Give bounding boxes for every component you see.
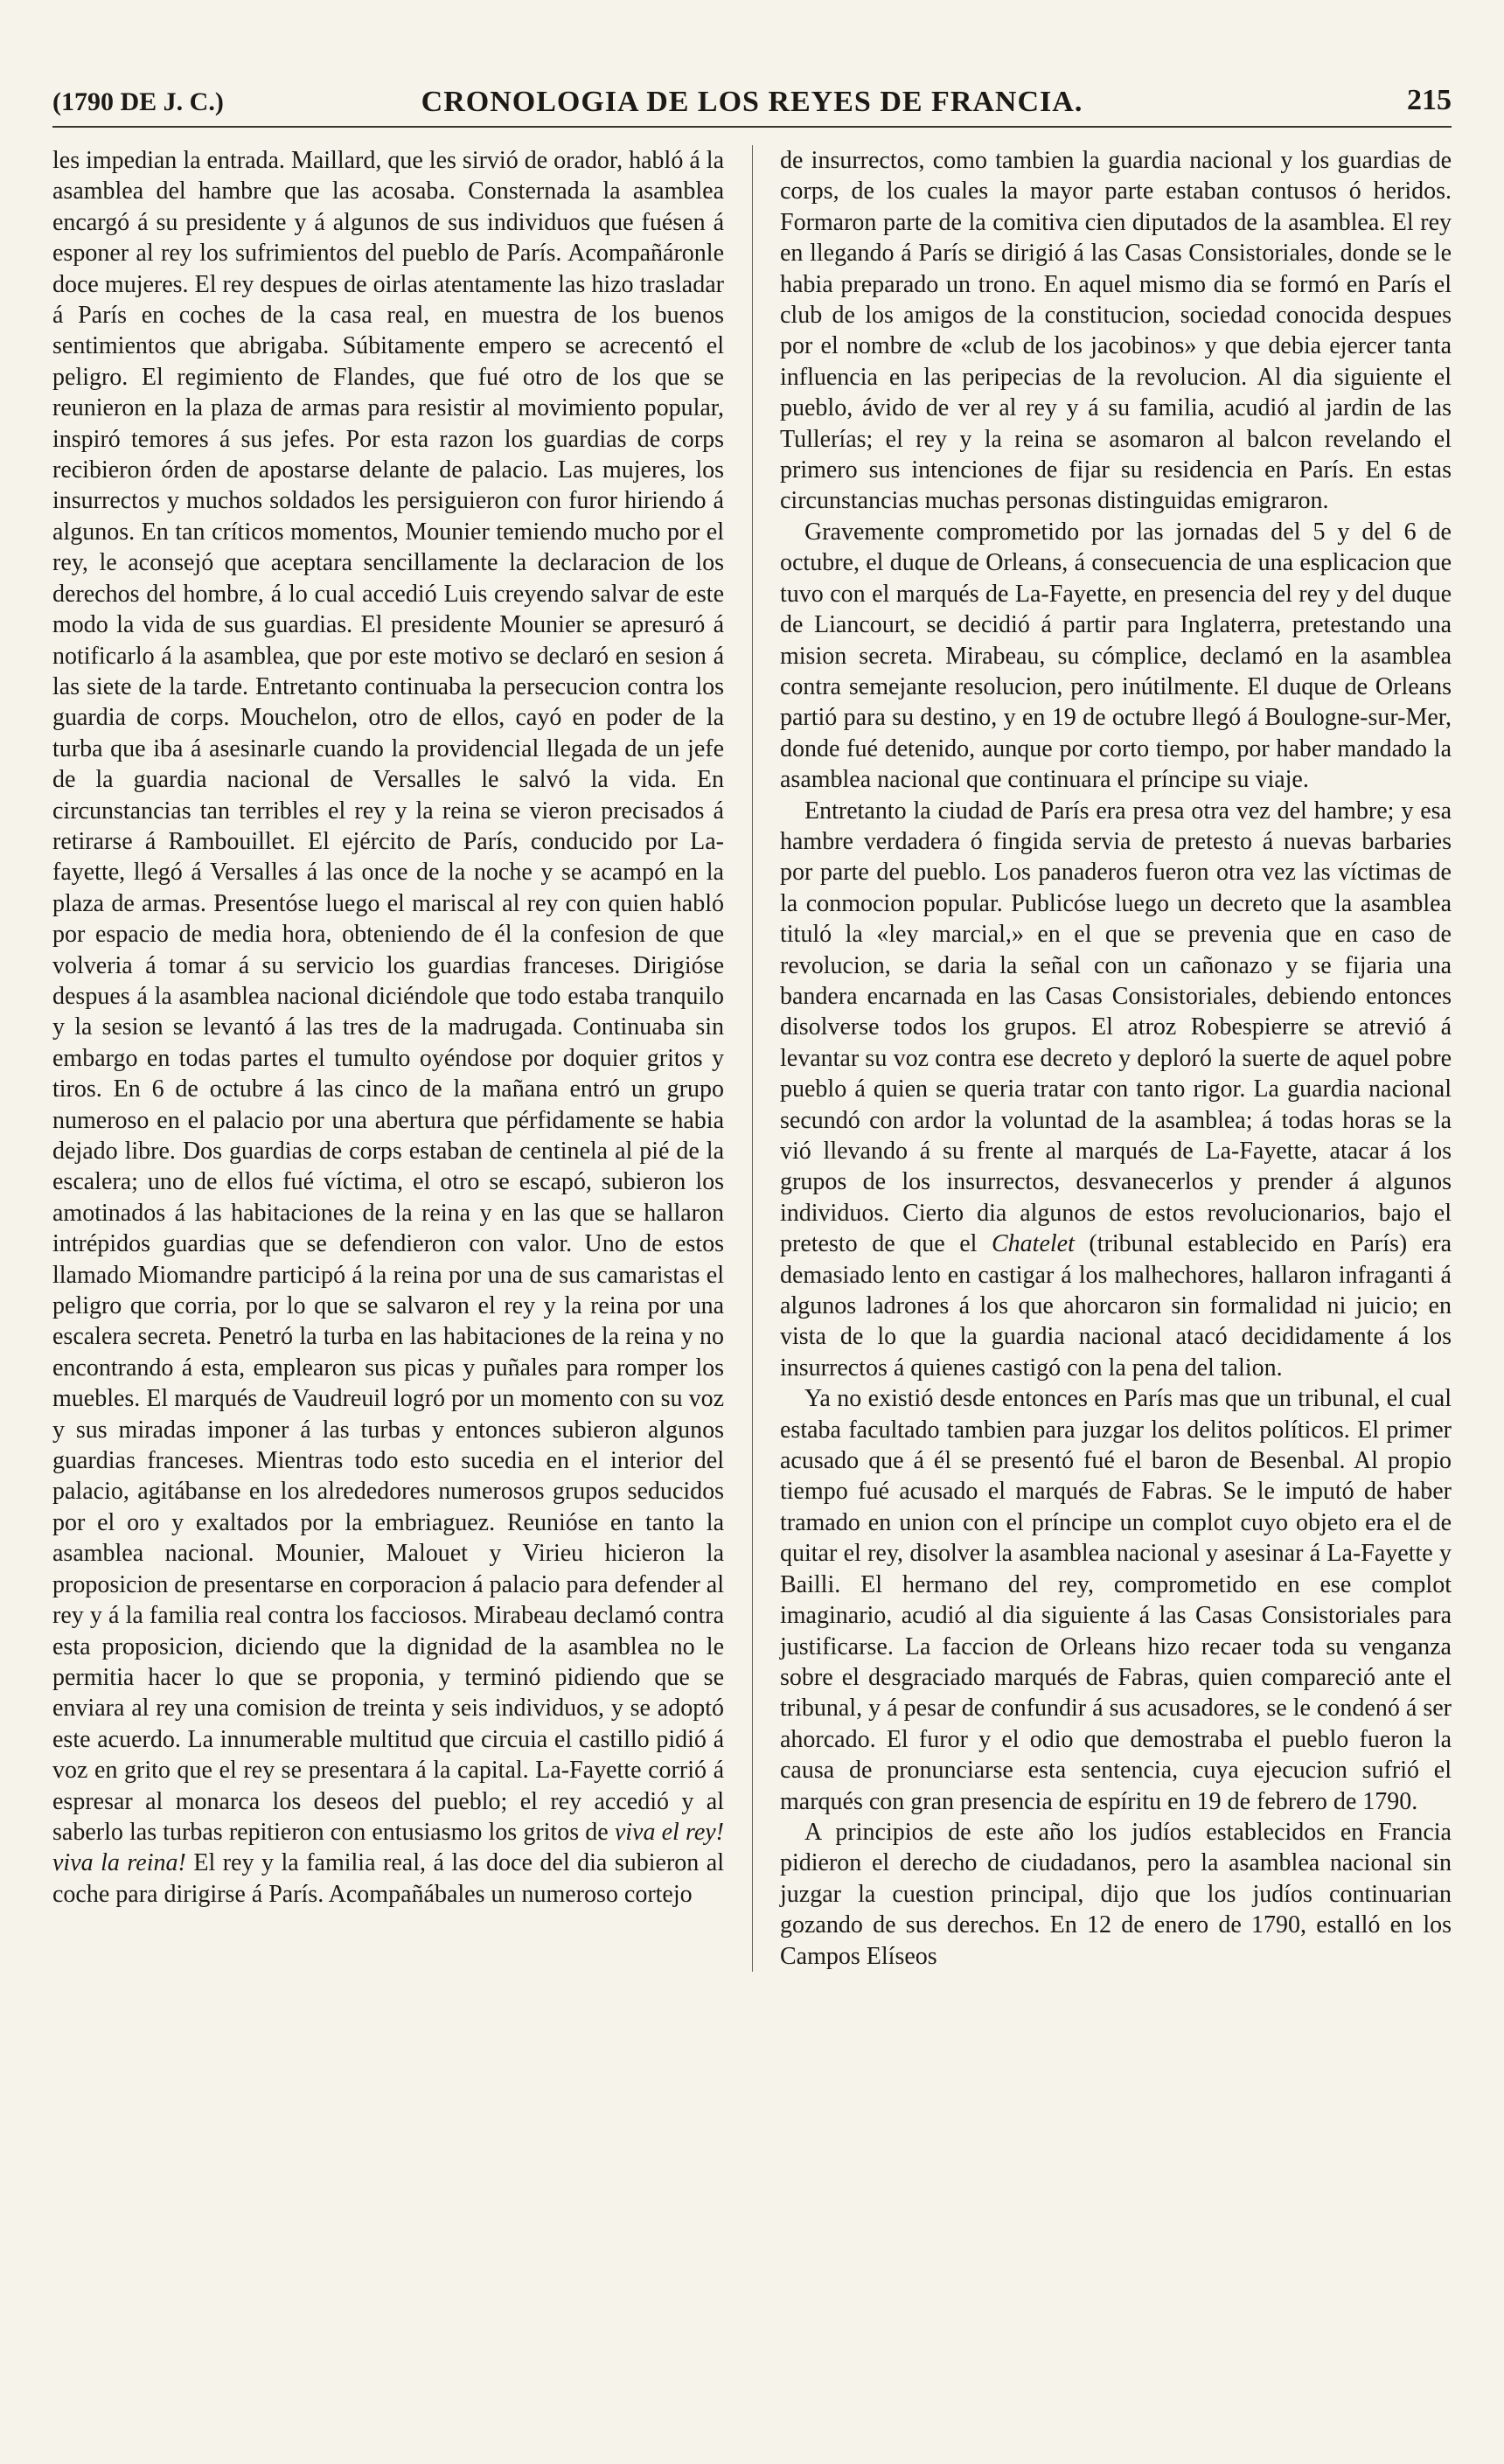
header-title: CRONOLOGIA DE LOS REYES DE FRANCIA. bbox=[421, 86, 1083, 118]
right-paragraph-2: Gravemente comprometido por las jornadas del 5 y del 6 de octubre, el duque de Orleans, á consecuencia de una esplicacion que tuvo con el marqués de La-Fayette, en presencia del rey y del duque de Liancourt, se decidió á partir para Inglaterra, pretestando una mision secreta. Mirabeau, su cómplice, declamó en la asamblea contra semejante resolucion, pero inútilmente. El duque de Orleans partió para su destino, y en 19 de octubre llegó á Boulogne-sur-Mer, donde fué detenido, aunque por corto tiempo, por haber mandado la asamblea nacional que continuara el príncipe su viaje. bbox=[780, 518, 1452, 794]
right-paragraph-5: A principios de este año los judíos establecidos en Francia pidieron el derecho de ciudadanos, pero la asamblea nacional sin juzgar la cuestion principal, dijo que los judíos continuarian gozando de sus derechos. En 12 de enero de 1790, estalló en los Campos Elíseos bbox=[780, 1818, 1452, 1970]
left-column bbox=[52, 145, 724, 1972]
left-p1-end: El rey y la familia real, á las doce del dia subieron al coche para dirigirse á París. Acompañábales un numeroso cortejo bbox=[52, 1849, 724, 1908]
right-p3-end: (tribunal establecido en París) era demasiado lento en castigar á los malhechores, hallaron infraganti á algunos ladrones á los que ahorcaron sin formalidad ni juicio; en vista de lo que la guardia nacional atacó decididamente á los insurrectos á quienes castigó con la pena del talion. bbox=[780, 1230, 1452, 1382]
right-p3-text: Entretanto la ciudad de París era presa otra vez del hambre; y esa hambre verdadera ó fingida servia de pretesto á nuevas barbaries por parte del pueblo. Los panaderos fueron otra vez las víctimas de la conmocion popular. Publicóse luego un decreto que la asamblea tituló la «ley marcial,» en el que se prevenia que en caso de revolucion, se daria la señal con un cañonazo y se fijaria una bandera encarnada en las Casas Consistoriales, debiendo entonces disolverse todos los grupos. El atroz Robespierre se atrevió á levantar su voz contra ese decreto y deploró la suerte de aquel pobre pueblo á quien se queria tratar con tanto rigor. La guardia nacional secundó con ardor la voluntad de la asamblea; á todas horas se la vió llevando á su frente al marqués de La-Fayette, atacar á los grupos de los insurrectos, desvanecerlos y prender á algunos individuos. Cierto dia algunos de estos revolucionarios, bajo el pretesto de que el bbox=[780, 797, 1452, 1258]
left-p1-italic: viva el rey! viva la reina! bbox=[52, 1818, 724, 1877]
right-paragraph-1: de insurrectos, como tambien la guardia nacional y los guardias de corps, de los cuales la mayor parte estaban contusos ó heridos. Formaron parte de la comitiva cien diputados de la asamblea. El rey en llegando á París se dirigió á las Casas Consistoriales, donde se le habia preparado un trono. En aquel mismo dia se formó en París el club de los amigos de la constitucion, sociedad conocida despues por el nombre de «club de los jacobinos» y que debia ejercer tanta influencia en las peripecias de la revolucion. Al dia siguiente el pueblo, ávido de ver al rey y á su familia, acudió al jardin de las Tullerías; el rey y la reina se asomaron al balcon revelando el primero sus intenciones de fijar su residencia en París. En estas circunstancias muchas personas distinguidas emigraron. bbox=[780, 147, 1452, 515]
right-paragraph-3 bbox=[780, 796, 1452, 1384]
page-number: 215 bbox=[1407, 84, 1452, 116]
right-column bbox=[780, 145, 1452, 1972]
right-p3-italic: Chatelet bbox=[991, 1230, 1075, 1258]
left-paragraph-1 bbox=[52, 145, 724, 1910]
running-head bbox=[52, 84, 1452, 128]
book-page bbox=[52, 84, 1452, 2410]
header-date: (1790 DE J. C.) bbox=[52, 87, 224, 116]
left-p1-text: les impedian la entrada. Maillard, que les sirvió de orador, habló á la asamblea del hambre que las acosaba. Consternada la asamblea encargó á su presidente y á algunos de sus individuos que fuésen á esponer al rey los sufrimientos del pueblo de París. Acompañáronle doce mujeres. El rey despues de oirlas atentamente las hizo trasladar á París en coches de la casa real, en muestra de los buenos sentimientos que abrigaba. Súbitamente empero se acrecentó el peligro. El regimiento de Flandes, que fué otro de los que se reunieron en la plaza de armas para resistir al movimiento popular, inspiró temores á sus jefes. Por esta razon los guardias de corps recibieron órden de apostarse delante de palacio. Las mujeres, los insurrectos y muchos soldados les persiguieron con furor hiriendo á algunos. En tan críticos momentos, Mounier temiendo mucho por el rey, le aconsejó que aceptara sencillamente la declaracion de los derechos del hombre, á lo cual accedió Luis creyendo salvar de este modo la vida de sus guardias. El presidente Mounier se apresuró á notificarlo á la asamblea, que por este motivo se declaró en sesion á las siete de la tarde. Entretanto continuaba la persecucion contra los guardia de corps. Mouchelon, otro de ellos, cayó en poder de la turba que iba á asesinarle cuando la providencial llegada de un jefe de la guardia nacional de Versalles le salvó la vida. En circunstancias tan terribles el rey y la reina se vieron precisados á retirarse á Rambouillet. El ejército de París, conducido por La-fayette, llegó á Versalles á las once de la noche y se acampó en la plaza de armas. Presentóse luego el mariscal al rey con quien habló por espacio de media hora, obteniendo de él la confesion de que volveria á tomar á su servicio los guardias franceses. Dirigióse despues á la asamblea nacional diciéndole que todo estaba tranquilo y la sesion se levantó á las tres de la madrugada. Continuaba sin embargo en todas partes el tumulto oyéndose por doquier gritos y tiros. En 6 de octubre á las cinco de la mañana entró un grupo numeroso en el palacio por una abertura que pérfidamente se habia dejado libre. Dos guardias de corps estaban de centinela al pié de la escalera; uno de ellos fué víctima, el otro se escapó, subieron los amotinados á las habitaciones de la reina y en las que se hallaron intrépidos guardias que se defendieron con valor. Uno de estos llamado Miomandre participó á la reina por una de sus camaristas el peligro que corria, por lo que se salvaron el rey y la reina por una escalera secreta. Penetró la turba en las habitaciones de la reina y no encontrando á esta, emplearon sus picas y puñales para romper los muebles. El marqués de Vaudreuil logró por un momento con su voz y sus miradas imponer á las turbas y entonces subieron algunos guardias franceses. Mientras todo esto sucedia en el interior del palacio, agitábanse en los alrededores numerosos grupos seducidos por el oro y exaltados por la embriaguez. Reunióse en tanto la asamblea nacional. Mounier, Malouet y Virieu hicieron la proposicion de presentarse en corporacion á palacio para defender al rey y á la familia real contra los facciosos. Mirabeau declamó contra esta proposicion, diciendo que la dignidad de la asamblea no le permitia hacer lo que se proponia, y terminó pidiendo que se enviara al rey una comision de treinta y seis individuos, y se adoptó este acuerdo. La innumerable multitud que circuia el castillo pidió á voz en grito que el rey se presentara á la capital. La-Fayette corrió á espresar al monarca los deseos del pueblo; el rey accedió y al saberlo las turbas repitieron con entusiasmo los gritos de bbox=[52, 147, 724, 1846]
right-paragraph-4: Ya no existió desde entonces en París mas que un tribunal, el cual estaba facultado tambien para juzgar los delitos políticos. El primer acusado que á él se presentó fué el baron de Besenbal. Al propio tiempo fué acusado el marqués de Fabras. Se le imputó de haber tramado en union con el príncipe un complot cuyo objeto era el de quitar el rey, disolver la asamblea nacional y asesinar á La-Fayette y Bailli. El hermano del rey, comprometido en ese complot imaginario, acudió al dia siguiente á las Casas Consistoriales para justificarse. La faccion de Orleans hizo recaer toda su venganza sobre el desgraciado marqués de Fabras, quien compareció ante el tribunal, y á pesar de confundir á sus acusadores, se le condenó á ser ahorcado. El furor y el odio que demostraba el pueblo fueron la causa de pronunciarse esta sentencia, cuya ejecucion sufrió el marqués con gran presencia de espíritu en 19 de febrero de 1790. bbox=[780, 1385, 1452, 1815]
text-columns bbox=[52, 145, 1452, 1972]
